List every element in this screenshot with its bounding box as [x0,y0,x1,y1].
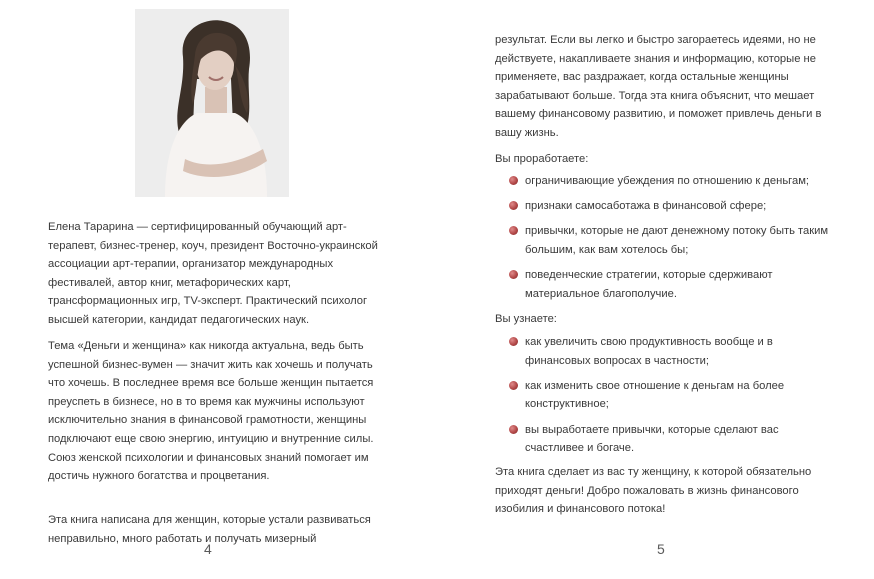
intro-paragraph [48,337,386,486]
list2-heading: Вы узнаете: [495,313,557,325]
author-bio-text: Елена Тарарина — сертифицированный обучающий арт-терапевт, бизнес-тренер, коуч, президент Восточно-украинской ассоциации арт-терапии, организатор международных фестивалей, автор книг, метафорических карт, трансформационных игр, TV-эксперт. Практический психолог высшей категории, кандидат педагогических наук. [48,221,378,326]
list-item-text: ограничивающие убеждения по отношению к деньгам; [525,175,810,187]
list-item [509,222,839,259]
page-number-right: 5 [657,541,665,557]
bullet-icon [509,226,518,235]
right-intro-text: результат. Если вы легко и быстро загораетесь идеями, но не действуете, накапливаете знания и информацию, которые не применяете, вас раздражает, когда остальные женщины зарабатывают больше. Тогда эта книга объяснит, что мешает вашему финансовому развитию, и поможет привлечь деньги в вашу жизнь. [495,34,822,139]
bullet-icon [509,270,518,279]
list-item-text: как увеличить свою продуктивность вообще и в финансовых вопросах в частности; [525,336,773,367]
author-bio [48,218,386,330]
final-paragraph [495,463,835,519]
list-item-text: вы выработаете привычки, которые сделают вас счастливее и богаче. [525,423,779,455]
list-item-text: признаки самосаботажа в финансовой сфере; [525,200,767,213]
list-item [509,172,839,191]
author-portrait-icon [135,9,289,197]
list-item-text: поведенческие стратегии, которые сдерживают материальное благополучие. [525,269,773,300]
list2 [509,333,839,464]
right-page [437,0,874,579]
continuation-paragraph-text: Эта книга написана для женщин, которые устали развиваться неправильно, много работать и получать мизерный [48,514,371,545]
intro-paragraph-text: Тема «Деньги и женщина» как никогда актуальна, ведь быть успешной бизнес-вумен — значит жить как хочешь и получать что хочешь. В последнее время все больше женщин пытается преуспеть в бизнесе, но в то время как мужчины используют исключительно знания в финансовой грамотности, женщины подключают еще свою энергию, интуицию и внутренние силы. Союз женской психологии и финансовых знаний помогает им достичь нужного богатства и процветания. [48,340,374,483]
right-intro-paragraph [495,31,835,143]
list-item [509,421,839,458]
bullet-icon [509,381,518,390]
list-item-text: привычки, которые не дают денежному потоку быть таким большим, как вам хотелось бы; [525,225,829,256]
page-number-left: 4 [204,541,212,557]
continuation-paragraph [48,511,386,548]
list1 [509,172,839,310]
bullet-icon [509,337,518,346]
final-paragraph-text: Эта книга сделает из вас ту женщину, к которой обязательно приходят деньги! Добро пожаловать в жизнь финансового изобилия и финансового потока! [495,466,812,516]
list-item [509,266,839,303]
list-item-text: как изменить свое отношение к деньгам на более конструктивное; [525,379,785,411]
bullet-icon [509,425,518,434]
bullet-icon [509,201,518,210]
bullet-icon [509,176,518,185]
list-item [509,333,839,370]
list-item [509,377,839,414]
list1-heading: Вы проработаете: [495,153,589,165]
list-item [509,197,839,216]
